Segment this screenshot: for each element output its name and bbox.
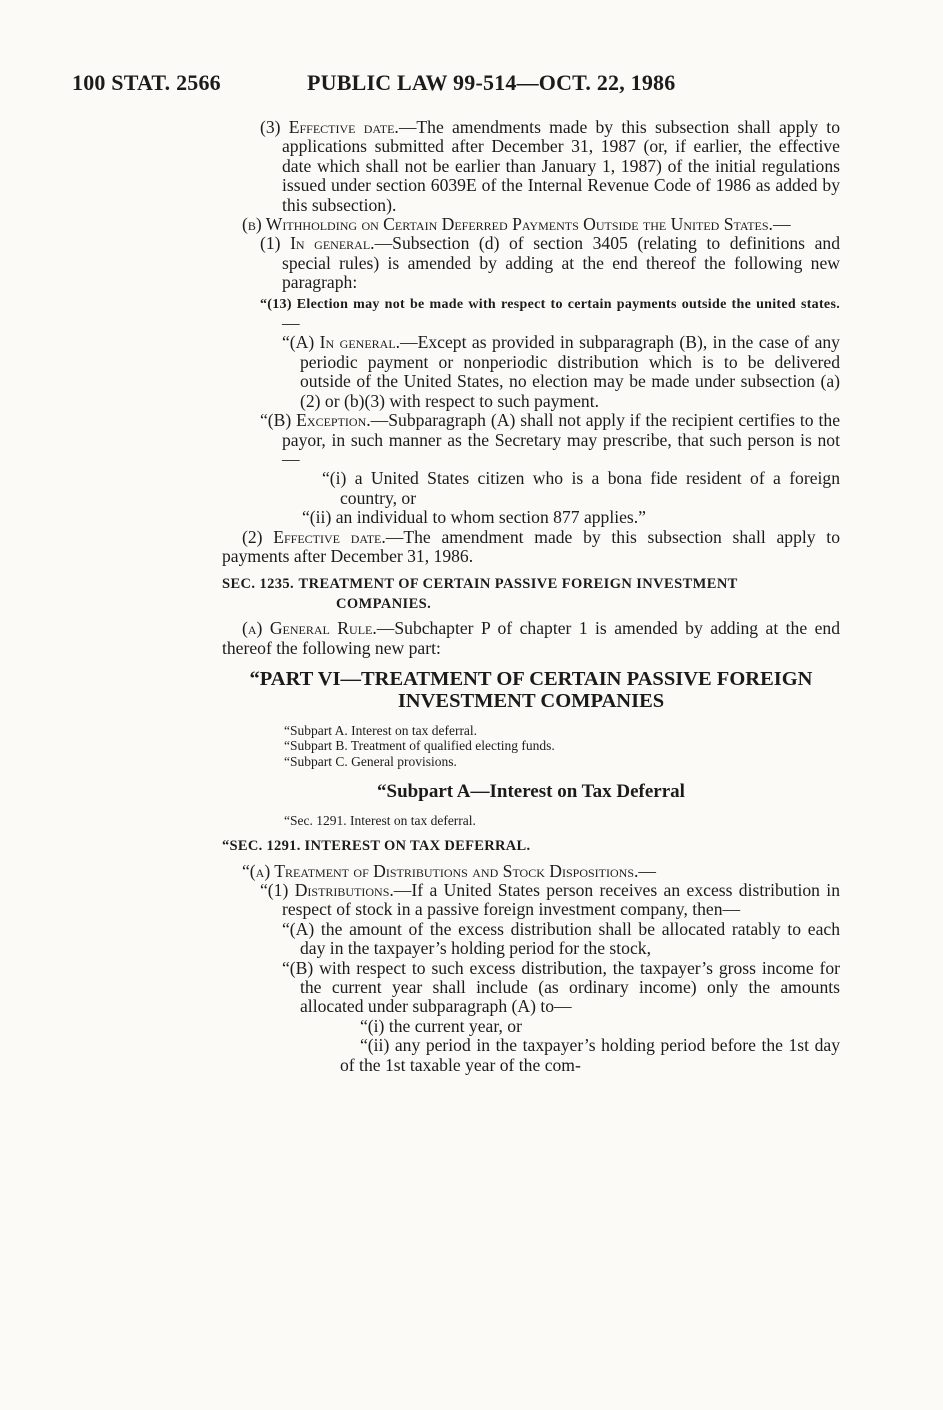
paragraph-label: (2) Effective date. <box>242 526 386 547</box>
paragraph-label: “(B) Exception. <box>260 410 371 431</box>
section-number: SEC. 1235. <box>222 576 295 593</box>
document-body <box>222 118 840 1075</box>
paragraph-label: “(13) Election may not be made with respect to certain payments outside the united states. <box>260 296 840 312</box>
page-header-title: PUBLIC LAW 99-514—OCT. 22, 1986 <box>307 70 676 95</box>
paragraph-text: — <box>282 313 300 334</box>
section-1235-heading <box>222 573 840 614</box>
section-1291-heading: “SEC. 1291. INTEREST ON TAX DEFERRAL. <box>222 838 531 855</box>
toc-item: “Subpart B. Treatment of qualified electing funds. <box>284 738 555 754</box>
subpart-a-heading: “Subpart A—Interest on Tax Deferral <box>377 781 685 803</box>
part-title-line-2: INVESTMENT COMPANIES <box>397 689 665 712</box>
toc-item: “Subpart A. Interest on tax deferral. <box>284 722 478 738</box>
part-title-line-1: “PART VI—TREATMENT OF CERTAIN PASSIVE FOREIGN <box>249 667 813 690</box>
paragraph-b-exception <box>222 411 840 469</box>
paragraph-treatment <box>222 862 840 881</box>
paragraph-text: —Except as provided in subparagraph (B), in the case of any periodic payment or nonperiodic distribution which is to be delivered outside of the United States, no election may be made under subsection (a)(2) or (b)(3) with respect to such payment. <box>300 332 840 411</box>
paragraph-text: —Subparagraph (A) shall not apply if the recipient certifies to the payor, in such manner as the Secretary may prescribe, that such person is not— <box>282 410 841 469</box>
paragraph-text: —The amendments made by this subsection shall apply to applications submitted after December 31, 1987 (or, if earlier, the effective date which shall not be earlier than January 1, 1987) of the initial regulations issued under section 6039E of the Internal Revenue Code of 1986 as added by this subsection). <box>282 117 840 215</box>
part-vi-heading <box>222 668 840 712</box>
part-table-of-contents <box>222 723 840 769</box>
paragraph-a-allocation: “(A) the amount of the excess distribution shall be allocated ratably to each day in the taxpayer’s holding period for the stock, <box>282 918 840 959</box>
paragraph-effective-date <box>222 118 840 215</box>
paragraph-distributions <box>222 881 840 920</box>
paragraph-label: “(A) In general. <box>282 332 401 353</box>
paragraph-label: (a) General Rule. <box>242 618 377 639</box>
subpart-table-of-contents: “Sec. 1291. Interest on tax deferral. <box>284 813 476 829</box>
clause-ii: “(ii) an individual to whom section 877 applies.” <box>302 507 646 528</box>
paragraph-label: “(1) Distributions. <box>260 880 394 900</box>
clause-i-current-year: “(i) the current year, or <box>360 1015 522 1036</box>
paragraph-label: (1) In general. <box>260 233 375 254</box>
paragraph-election <box>222 293 840 334</box>
paragraph-b-income: “(B) with respect to such excess distribution, the taxpayer’s gross income for the current year shall include (as ordinary income) only the amounts allocated under subparagraph (A) to— <box>282 957 840 1017</box>
section-title-continued: COMPANIES. <box>336 595 432 612</box>
paragraph-label: (3) Effective date. <box>260 117 399 137</box>
paragraph-effective-date-2 <box>222 528 840 567</box>
toc-item: “Subpart C. General provisions. <box>284 753 457 769</box>
page-stat-number: 100 STAT. 2566 <box>72 70 221 95</box>
paragraph-general-rule <box>222 619 840 658</box>
section-title: TREATMENT OF CERTAIN PASSIVE FOREIGN INVESTMENT <box>298 576 738 593</box>
clause-i: “(i) a United States citizen who is a bona fide resident of a foreign country, or <box>322 468 840 508</box>
paragraph-a-in-general <box>222 333 840 411</box>
paragraph-text: — <box>772 214 791 235</box>
paragraph-text: —Subchapter P of chapter 1 is amended by adding at the end thereof the following new part: <box>222 618 840 658</box>
paragraph-text: —Subsection (d) of section 3405 (relating to definitions and special rules) is amended by adding at the end thereof the following new paragraph: <box>282 233 840 293</box>
paragraph-withholding <box>222 215 840 234</box>
paragraph-text: — <box>638 860 656 881</box>
paragraph-label: “(a) Treatment of Distributions and Stock Dispositions. <box>242 860 639 881</box>
paragraph-label: (b) Withholding on Certain Deferred Payments Outside the United States. <box>242 214 773 235</box>
clause-ii-holding-period: “(ii) any period in the taxpayer’s holding period before the 1st day of the 1st taxable year of the com- <box>340 1035 840 1075</box>
paragraph-in-general <box>222 234 840 292</box>
paragraph-text: —If a United States person receives an excess distribution in respect of stock in a passive foreign investment company, then— <box>282 880 840 920</box>
paragraph-text: —The amendment made by this subsection shall apply to payments after December 31, 1986. <box>222 526 840 566</box>
